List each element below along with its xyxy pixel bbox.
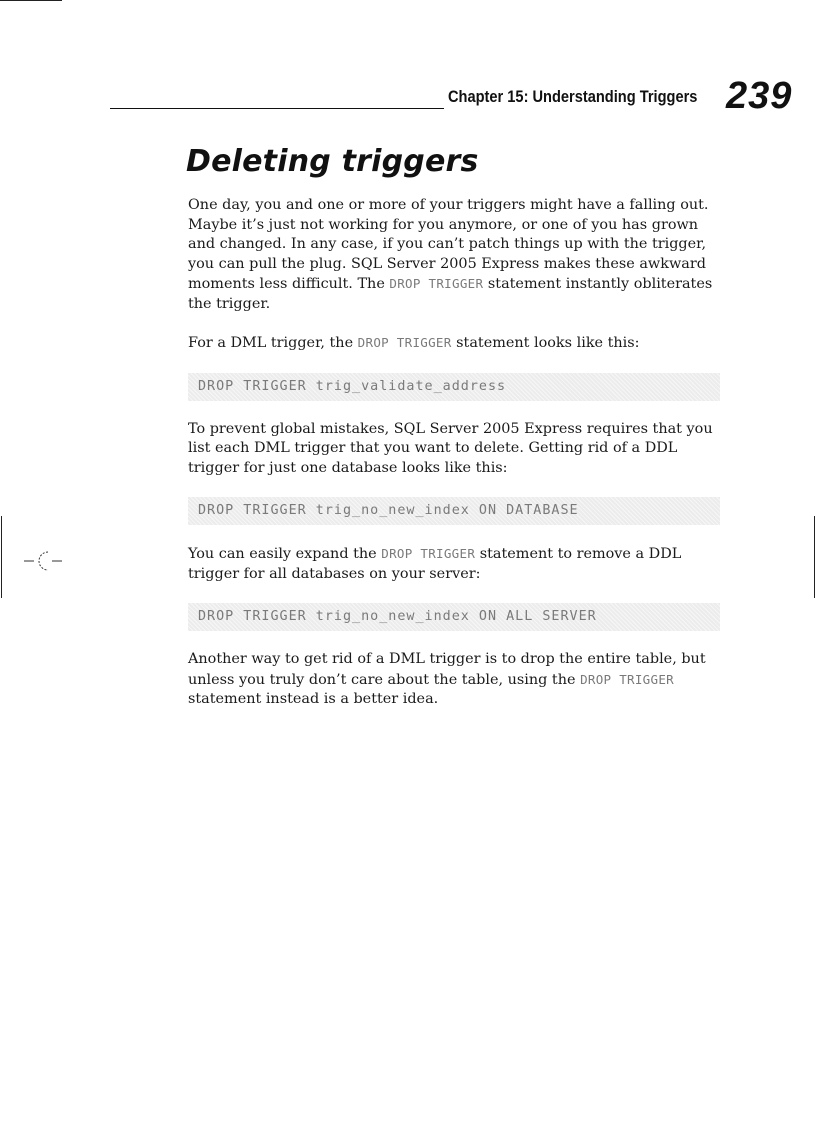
margin-rule-left	[1, 516, 2, 598]
paragraph-drop-table	[188, 650, 720, 710]
running-head: Chapter 15: Understanding Triggers	[448, 87, 698, 106]
paragraph-text: Another way to get rid of a DML trigger is to drop the entire table, but unless you truly don’t care about the table, using the	[188, 651, 706, 688]
paragraph-text: To prevent global mistakes, SQL Server 2005 Express requires that you list each DML trigger that you want to delete. Getting rid of a DDL trigger for just one database looks like this:	[188, 420, 713, 476]
code-block-ddl-database: DROP TRIGGER trig_no_new_index ON DATABASE	[188, 497, 720, 525]
crop-mark-top-left	[0, 0, 62, 1]
inline-code: DROP TRIGGER	[357, 335, 452, 350]
body-text	[188, 196, 720, 729]
paragraph-text: One day, you and one or more of your triggers might have a falling out. Maybe it’s just not working for you anymore, or one of you has grown and changed. In any case, if you can’t patch things up with the trigger, you can pull the plug. SQL Server 2005 Express makes these awkward moments less difficult. The	[188, 197, 709, 292]
header-rule	[110, 108, 444, 109]
paragraph-text: statement instead is a better idea.	[188, 691, 439, 707]
margin-rule-right	[814, 516, 815, 598]
paragraph-intro	[188, 196, 720, 314]
inline-code: DROP TRIGGER	[381, 546, 476, 561]
paragraph-dml-syntax	[188, 333, 720, 354]
paragraph-ddl-server	[188, 544, 720, 584]
inline-code: DROP TRIGGER	[580, 671, 674, 687]
registration-mark-icon	[24, 548, 64, 574]
code-block-dml-drop: DROP TRIGGER trig_validate_address	[188, 373, 720, 401]
paragraph-text: statement looks like this:	[451, 335, 640, 351]
code-block-ddl-server: DROP TRIGGER trig_no_new_index ON ALL SERVER	[188, 603, 720, 631]
paragraph-text: For a DML trigger, the	[188, 335, 358, 351]
inline-code: DROP TRIGGER	[389, 276, 484, 291]
paragraph-text: statement to remove a DDL trigger for all databases on your server:	[188, 546, 682, 582]
paragraph-text: You can easily expand the	[188, 546, 382, 562]
section-heading: Deleting triggers	[186, 144, 479, 179]
page-number: 239	[726, 75, 793, 117]
paragraph-ddl-database	[188, 420, 720, 479]
paragraph-text: statement instantly obliterates the trigger.	[188, 276, 713, 312]
